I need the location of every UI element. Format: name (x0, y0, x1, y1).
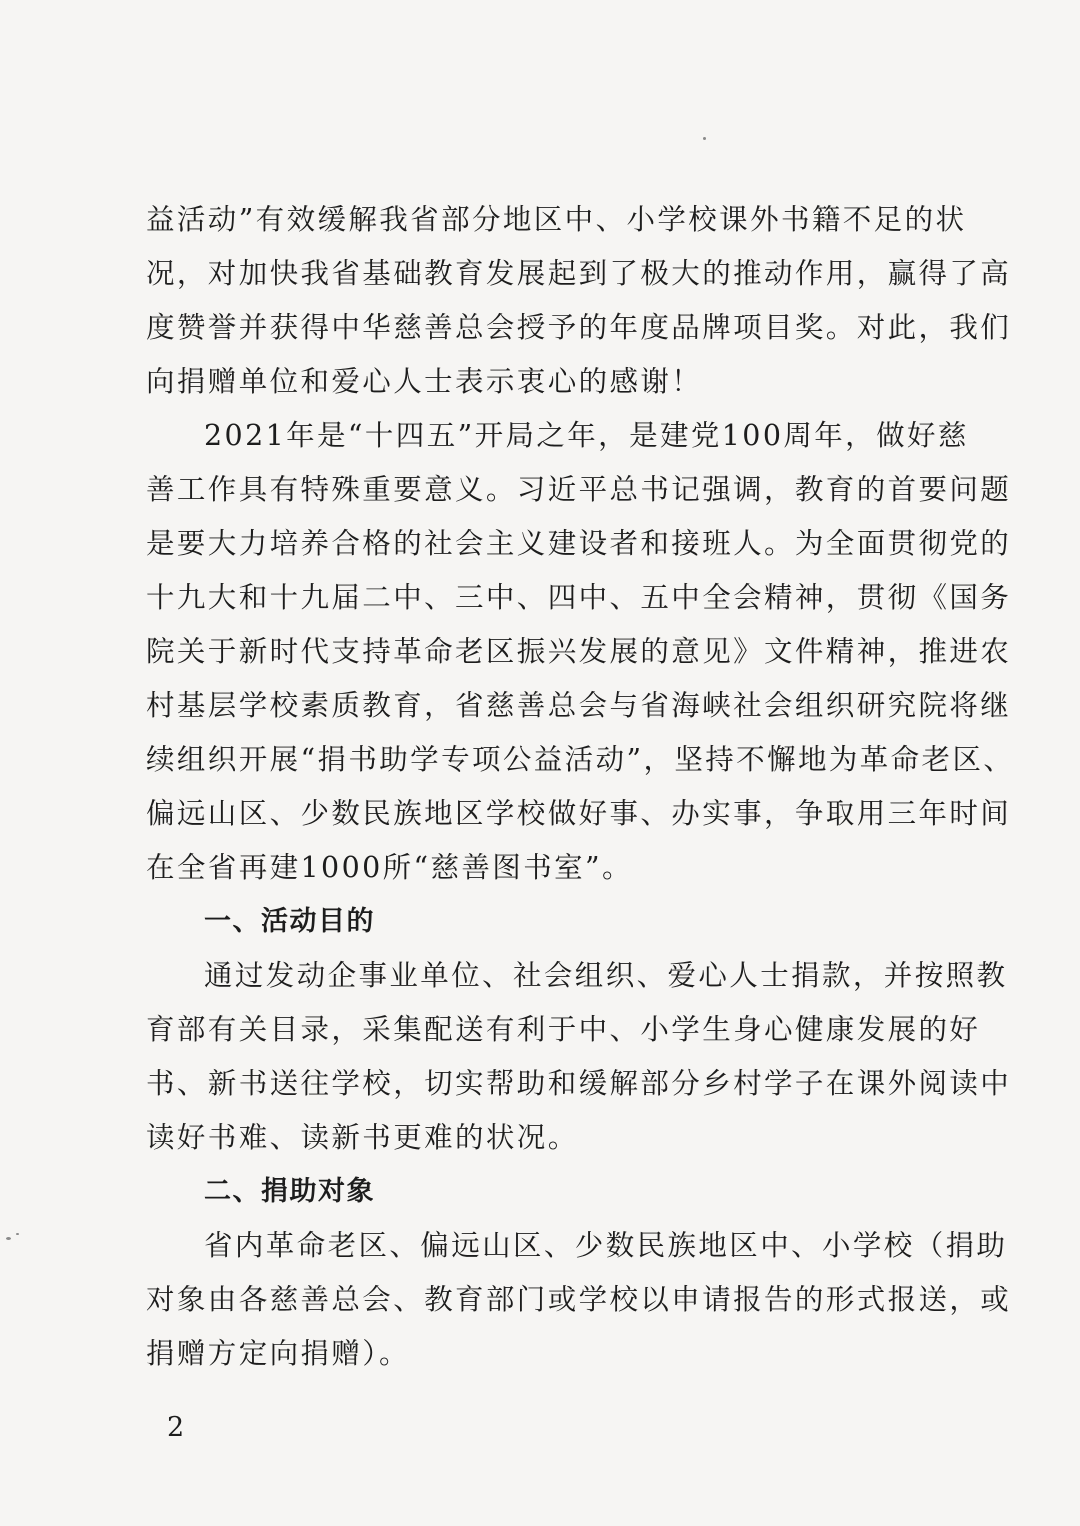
scan-speck (16, 1233, 19, 1235)
paragraph-line: 况，对加快我省基础教育发展起到了极大的推动作用，赢得了高 (146, 257, 1012, 290)
paragraph-line: 续组织开展“捐书助学专项公益活动”，坚持不懈地为革命老区、 (146, 743, 1015, 776)
paragraph-line: 向捐赠单位和爱心人士表示衷心的感谢！ (146, 365, 703, 398)
paragraph-line: 育部有关目录，采集配送有利于中、小学生身心健康发展的好 (146, 1013, 981, 1046)
scan-speck (6, 1237, 11, 1240)
paragraph-line: 2021年是“十四五”开局之年，是建党100周年，做好慈 (204, 419, 969, 452)
section-heading: 二、捐助对象 (204, 1176, 375, 1207)
paragraph-line: 书、新书送往学校，切实帮助和缓解部分乡村学子在课外阅读中 (146, 1067, 1012, 1100)
paragraph-line: 在全省再建1000所“慈善图书室”。 (146, 851, 633, 884)
paragraph-line: 偏远山区、少数民族地区学校做好事、办实事，争取用三年时间 (146, 797, 1012, 830)
paragraph-line: 通过发动企事业单位、社会组织、爱心人士捐款，并按照教 (204, 959, 1008, 992)
paragraph-line: 院关于新时代支持革命老区振兴发展的意见》文件精神，推进农 (146, 635, 1012, 668)
paragraph-line: 对象由各慈善总会、教育部门或学校以申请报告的形式报送，或 (146, 1283, 1012, 1316)
paragraph-line: 是要大力培养合格的社会主义建设者和接班人。为全面贯彻党的 (146, 527, 1012, 560)
paragraph-line: 十九大和十九届二中、三中、四中、五中全会精神，贯彻《国务 (146, 581, 1012, 614)
paragraph-line: 度赞誉并获得中华慈善总会授予的年度品牌项目奖。对此，我们 (146, 311, 1012, 344)
paragraph-line: 益活动”有效缓解我省部分地区中、小学校课外书籍不足的状 (146, 203, 967, 236)
paragraph-line: 省内革命老区、偏远山区、少数民族地区中、小学校（捐助 (204, 1229, 1008, 1262)
page-number: 2 (167, 1412, 185, 1443)
scan-speck (703, 137, 706, 140)
paragraph-line: 读好书难、读新书更难的状况。 (146, 1121, 579, 1154)
paragraph-line: 捐赠方定向捐赠）。 (146, 1337, 410, 1370)
paragraph-line: 善工作具有特殊重要意义。习近平总书记强调，教育的首要问题 (146, 473, 1012, 506)
section-heading: 一、活动目的 (204, 906, 375, 937)
paragraph-line: 村基层学校素质教育，省慈善总会与省海峡社会组织研究院将继 (146, 689, 1012, 722)
